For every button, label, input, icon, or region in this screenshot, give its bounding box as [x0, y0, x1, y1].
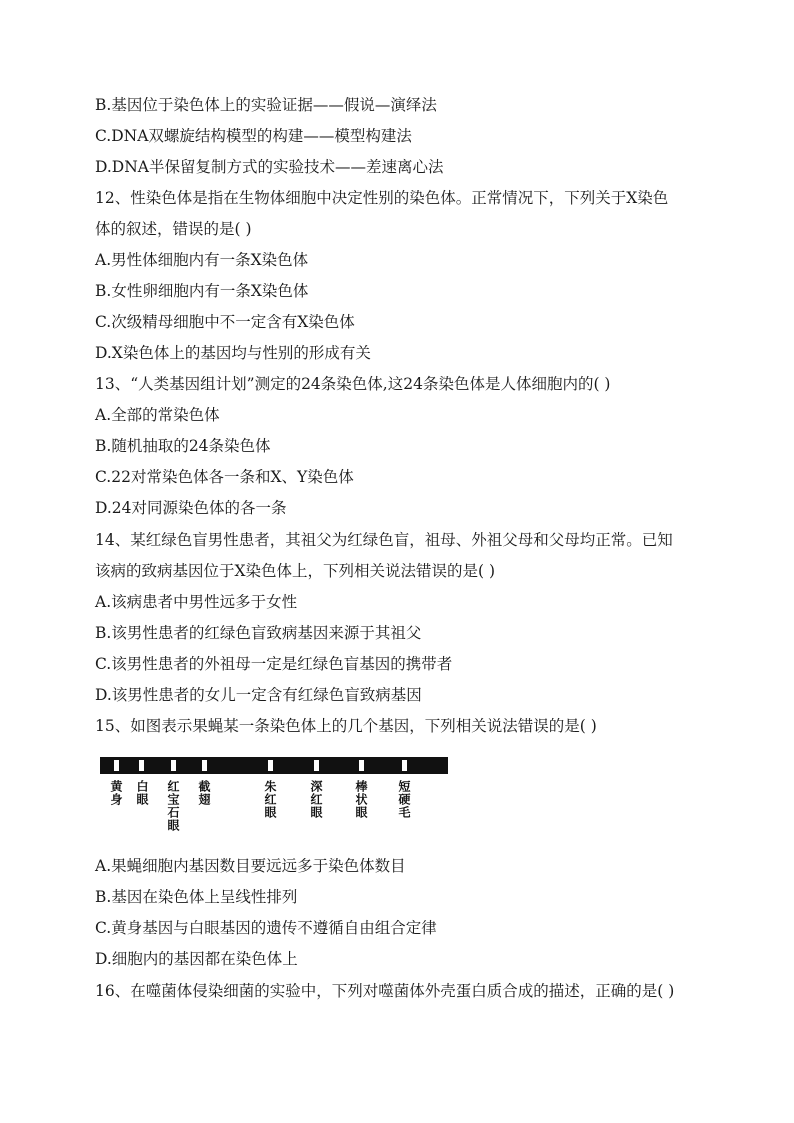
option-12b: B.女性卵细胞内有一条X染色体: [95, 282, 309, 300]
gene-label-ruby-eye: 红宝石眼: [166, 780, 180, 832]
option-14a: A.该病患者中男性远多于女性: [95, 593, 298, 611]
question-16: 16、在噬菌体侵染细菌的实验中，下列对噬菌体外壳蛋白质合成的描述，正确的是( ): [95, 982, 675, 1000]
gene-band: [114, 760, 119, 771]
option-14c: C.该男性患者的外祖母一定是红绿色盲基因的携带者: [95, 655, 453, 673]
option-11b: B.基因位于染色体上的实验证据——假说—演绎法: [95, 96, 437, 114]
option-11d: D.DNA半保留复制方式的实验技术——差速离心法: [95, 158, 444, 176]
gene-label-cut-wing: 截翅: [197, 780, 211, 806]
option-15d: D.细胞内的基因都在染色体上: [95, 950, 298, 968]
question-13: 13、“人类基因组计划”测定的24条染色体,这24条染色体是人体细胞内的( ): [95, 375, 611, 393]
option-12c: C.次级精母细胞中不一定含有X染色体: [95, 313, 355, 331]
gene-label-stubble-bristle: 短硬毛: [397, 780, 411, 819]
gene-band: [359, 760, 364, 771]
option-13a: A.全部的常染色体: [95, 406, 220, 424]
gene-label-carmine-eye: 深红眼: [309, 780, 323, 819]
gene-band: [171, 760, 176, 771]
gene-label-white-eye: 白眼: [135, 780, 149, 806]
gene-band: [314, 760, 319, 771]
option-14d: D.该男性患者的女儿一定含有红绿色盲致病基因: [95, 686, 422, 704]
gene-band: [402, 760, 407, 771]
question-14-line2: 该病的致病基因位于X染色体上，下列相关说法错误的是( ): [95, 562, 496, 580]
gene-band: [268, 760, 273, 771]
option-15b: B.基因在染色体上呈线性排列: [95, 888, 298, 906]
option-11c: C.DNA双螺旋结构模型的构建——模型构建法: [95, 127, 412, 145]
gene-label-vermilion-eye: 朱红眼: [263, 780, 277, 819]
option-14b: B.该男性患者的红绿色盲致病基因来源于其祖父: [95, 624, 422, 642]
option-15c: C.黄身基因与白眼基因的遗传不遵循自由组合定律: [95, 919, 437, 937]
chromosome-bar: [100, 757, 448, 774]
gene-label-yellow-body: 黄身: [109, 780, 123, 806]
option-12d: D.X染色体上的基因均与性别的形成有关: [95, 344, 371, 362]
question-12-line1: 12、性染色体是指在生物体细胞中决定性别的染色体。正常情况下，下列关于X染色: [95, 189, 669, 207]
gene-band: [202, 760, 207, 771]
gene-label-bar-eye: 棒状眼: [354, 780, 368, 819]
option-13d: D.24对同源染色体的各一条: [95, 499, 287, 517]
option-13b: B.随机抽取的24条染色体: [95, 437, 271, 455]
question-14-line1: 14、某红绿色盲男性患者，其祖父为红绿色盲，祖母、外祖父母和父母均正常。已知: [95, 531, 673, 549]
option-13c: C.22对常染色体各一条和X、Y染色体: [95, 468, 354, 486]
gene-band: [139, 760, 144, 771]
option-12a: A.男性体细胞内有一条X染色体: [95, 251, 309, 269]
question-15: 15、如图表示果蝇某一条染色体上的几个基因，下列相关说法错误的是( ): [95, 717, 597, 735]
option-15a: A.果蝇细胞内基因数目要远远多于染色体数目: [95, 857, 406, 875]
question-12-line2: 体的叙述，错误的是( ): [95, 220, 252, 238]
